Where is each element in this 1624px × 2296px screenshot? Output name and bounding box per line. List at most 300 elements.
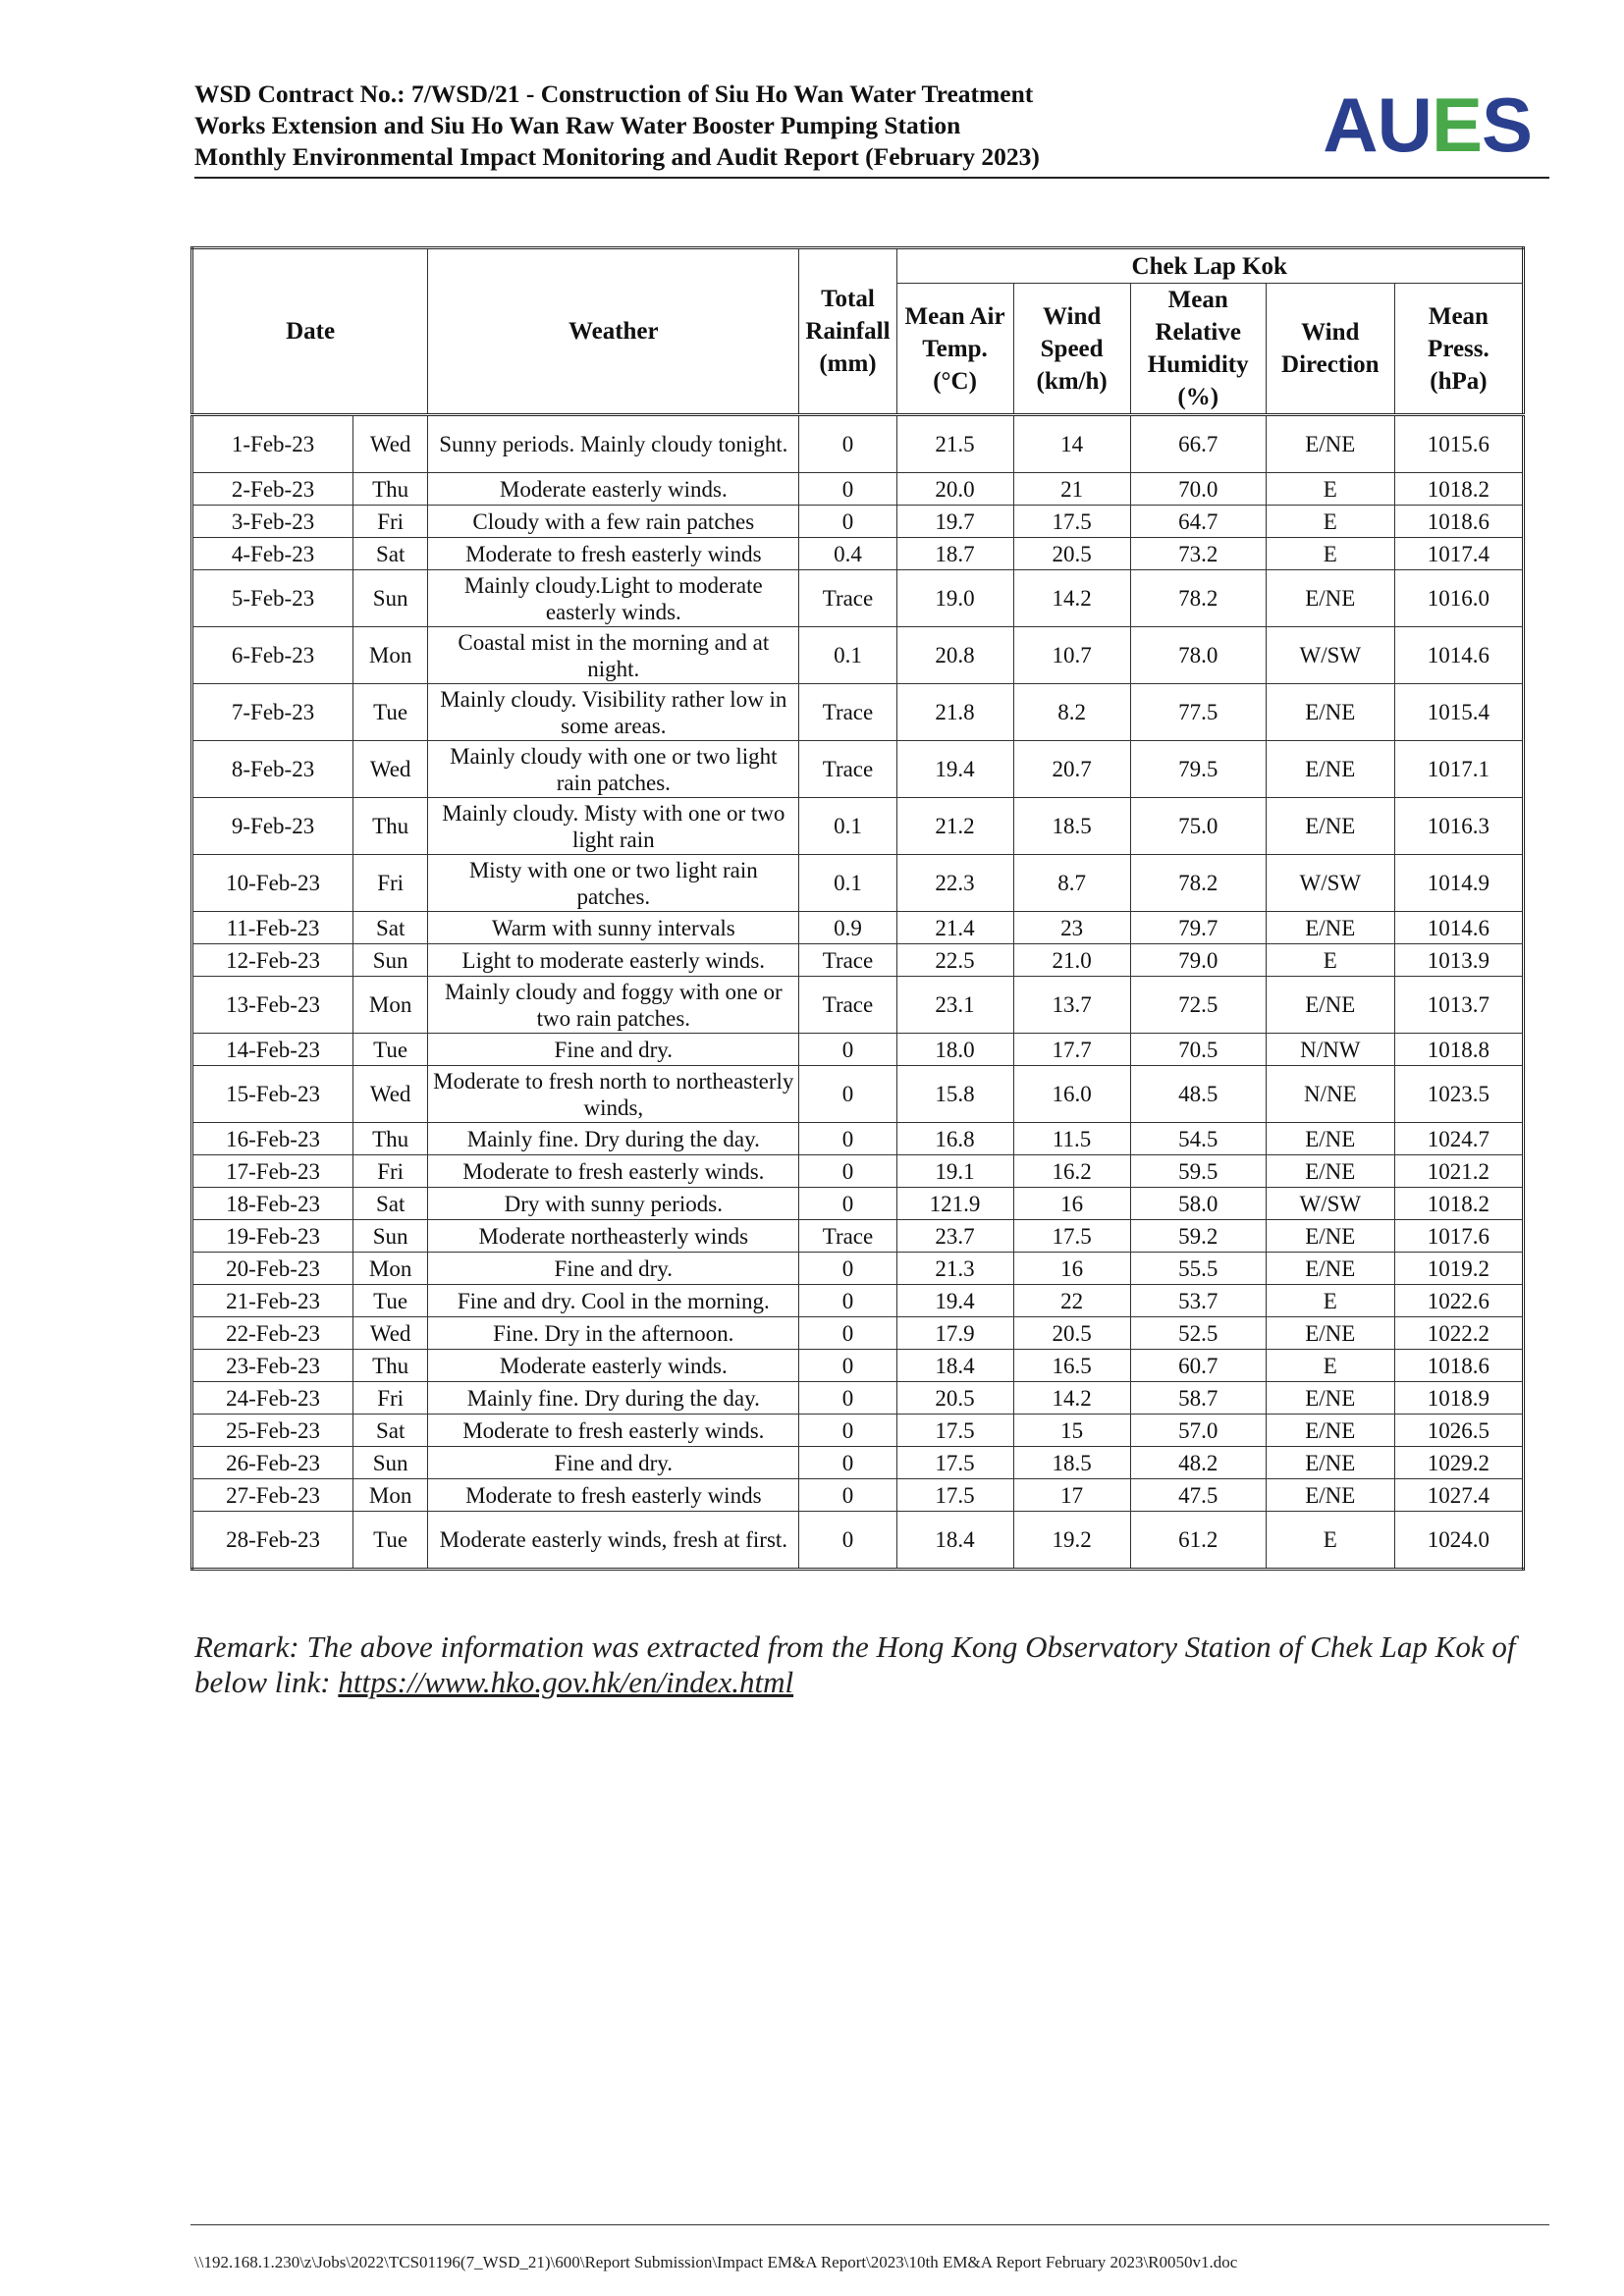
- aues-logo: [1323, 80, 1532, 169]
- weather-cell: Moderate to fresh easterly winds.: [428, 1155, 799, 1188]
- wind-direction-cell: E/NE: [1266, 415, 1394, 473]
- table-row: [192, 1350, 1524, 1382]
- table-row: [192, 1317, 1524, 1350]
- wind-direction-cell: E: [1266, 944, 1394, 977]
- weather-cell: Dry with sunny periods.: [428, 1188, 799, 1220]
- date-cell: 19-Feb-23: [192, 1220, 353, 1253]
- temp-cell: 17.9: [896, 1317, 1013, 1350]
- day-cell: Mon: [353, 627, 428, 684]
- wind-speed-cell: 14: [1013, 415, 1130, 473]
- temp-cell: 19.4: [896, 1285, 1013, 1317]
- wind-speed-cell: 17.7: [1013, 1034, 1130, 1066]
- weather-cell: Fine and dry.: [428, 1253, 799, 1285]
- temp-cell: 18.4: [896, 1350, 1013, 1382]
- date-cell: 23-Feb-23: [192, 1350, 353, 1382]
- temp-cell: 19.0: [896, 570, 1013, 627]
- humidity-cell: 77.5: [1130, 684, 1266, 741]
- pressure-cell: 1014.6: [1394, 912, 1523, 944]
- logo-letter: S: [1481, 81, 1532, 168]
- rainfall-cell: 0: [799, 1123, 896, 1155]
- rainfall-cell: 0: [799, 1285, 896, 1317]
- temp-cell: 19.1: [896, 1155, 1013, 1188]
- pressure-cell: 1026.5: [1394, 1415, 1523, 1447]
- wind-speed-cell: 14.2: [1013, 570, 1130, 627]
- temp-cell: 21.5: [896, 415, 1013, 473]
- wind-speed-cell: 21.0: [1013, 944, 1130, 977]
- day-cell: Sat: [353, 1188, 428, 1220]
- temp-cell: 121.9: [896, 1188, 1013, 1220]
- wind-speed-cell: 21: [1013, 473, 1130, 506]
- wind-direction-cell: E/NE: [1266, 741, 1394, 798]
- date-cell: 25-Feb-23: [192, 1415, 353, 1447]
- pressure-cell: 1029.2: [1394, 1447, 1523, 1479]
- wind-speed-cell: 16.5: [1013, 1350, 1130, 1382]
- temp-cell: 15.8: [896, 1066, 1013, 1123]
- temp-cell: 18.4: [896, 1512, 1013, 1570]
- pressure-cell: 1015.4: [1394, 684, 1523, 741]
- humidity-cell: 54.5: [1130, 1123, 1266, 1155]
- rainfall-cell: 0.9: [799, 912, 896, 944]
- date-cell: 8-Feb-23: [192, 741, 353, 798]
- temp-cell: 23.1: [896, 977, 1013, 1034]
- rainfall-cell: Trace: [799, 944, 896, 977]
- rainfall-cell: 0: [799, 1155, 896, 1188]
- pressure-cell: 1018.2: [1394, 1188, 1523, 1220]
- humidity-cell: 79.5: [1130, 741, 1266, 798]
- weather-cell: Mainly cloudy with one or two light rain patches.: [428, 741, 799, 798]
- rainfall-cell: 0: [799, 473, 896, 506]
- humidity-cell: 73.2: [1130, 538, 1266, 570]
- date-cell: 7-Feb-23: [192, 684, 353, 741]
- temp-cell: 23.7: [896, 1220, 1013, 1253]
- weather-cell: Mainly fine. Dry during the day.: [428, 1123, 799, 1155]
- pressure-cell: 1018.6: [1394, 506, 1523, 538]
- day-cell: Sun: [353, 1447, 428, 1479]
- column-header-rainfall: Total Rainfall (mm): [799, 248, 896, 415]
- table-row: [192, 1188, 1524, 1220]
- humidity-cell: 60.7: [1130, 1350, 1266, 1382]
- wind-speed-cell: 18.5: [1013, 798, 1130, 855]
- weather-cell: Coastal mist in the morning and at night.: [428, 627, 799, 684]
- column-header-humidity: Mean Relative Humidity (%): [1130, 284, 1266, 415]
- table-row: [192, 912, 1524, 944]
- day-cell: Thu: [353, 1123, 428, 1155]
- pressure-cell: 1014.9: [1394, 855, 1523, 912]
- day-cell: Fri: [353, 506, 428, 538]
- wind-direction-cell: E/NE: [1266, 1447, 1394, 1479]
- pressure-cell: 1016.0: [1394, 570, 1523, 627]
- wind-direction-cell: E/NE: [1266, 1155, 1394, 1188]
- wind-speed-cell: 16.0: [1013, 1066, 1130, 1123]
- pressure-cell: 1016.3: [1394, 798, 1523, 855]
- weather-cell: Warm with sunny intervals: [428, 912, 799, 944]
- table-row: [192, 741, 1524, 798]
- date-cell: 5-Feb-23: [192, 570, 353, 627]
- rainfall-cell: 0: [799, 1350, 896, 1382]
- date-cell: 6-Feb-23: [192, 627, 353, 684]
- temp-cell: 21.4: [896, 912, 1013, 944]
- pressure-cell: 1013.9: [1394, 944, 1523, 977]
- column-header-wind-direction: Wind Direction: [1266, 284, 1394, 415]
- day-cell: Mon: [353, 1253, 428, 1285]
- humidity-cell: 61.2: [1130, 1512, 1266, 1570]
- wind-speed-cell: 16: [1013, 1188, 1130, 1220]
- rainfall-cell: 0: [799, 1382, 896, 1415]
- table-row: [192, 1123, 1524, 1155]
- wind-direction-cell: E: [1266, 1512, 1394, 1570]
- date-cell: 22-Feb-23: [192, 1317, 353, 1350]
- header-divider: [194, 177, 1549, 179]
- rainfall-cell: 0.4: [799, 538, 896, 570]
- table-row: [192, 1382, 1524, 1415]
- date-cell: 12-Feb-23: [192, 944, 353, 977]
- table-row: [192, 1220, 1524, 1253]
- day-cell: Fri: [353, 1382, 428, 1415]
- pressure-cell: 1019.2: [1394, 1253, 1523, 1285]
- temp-cell: 21.3: [896, 1253, 1013, 1285]
- pressure-cell: 1013.7: [1394, 977, 1523, 1034]
- temp-cell: 20.8: [896, 627, 1013, 684]
- wind-speed-cell: 17.5: [1013, 1220, 1130, 1253]
- wind-direction-cell: E: [1266, 538, 1394, 570]
- weather-cell: Moderate northeasterly winds: [428, 1220, 799, 1253]
- rainfall-cell: Trace: [799, 570, 896, 627]
- wind-direction-cell: E: [1266, 1350, 1394, 1382]
- table-body: [192, 415, 1524, 1570]
- day-cell: Sun: [353, 944, 428, 977]
- rainfall-cell: Trace: [799, 1220, 896, 1253]
- date-cell: 10-Feb-23: [192, 855, 353, 912]
- weather-cell: Fine and dry. Cool in the morning.: [428, 1285, 799, 1317]
- pressure-cell: 1015.6: [1394, 415, 1523, 473]
- wind-speed-cell: 8.7: [1013, 855, 1130, 912]
- wind-direction-cell: E/NE: [1266, 570, 1394, 627]
- table-row: [192, 538, 1524, 570]
- rainfall-cell: 0.1: [799, 855, 896, 912]
- pressure-cell: 1017.4: [1394, 538, 1523, 570]
- report-title: WSD Contract No.: 7/WSD/21 - Construction of Siu Ho Wan Water Treatment Works Extension and Siu Ho Wan Raw Water Booster Pumping Station Monthly Environmental Impact Monitoring and Audit Report (February 2023): [194, 80, 1040, 171]
- day-cell: Thu: [353, 1350, 428, 1382]
- table-row: [192, 506, 1524, 538]
- humidity-cell: 55.5: [1130, 1253, 1266, 1285]
- date-cell: 28-Feb-23: [192, 1512, 353, 1570]
- day-cell: Wed: [353, 1066, 428, 1123]
- wind-speed-cell: 18.5: [1013, 1447, 1130, 1479]
- temp-cell: 16.8: [896, 1123, 1013, 1155]
- day-cell: Fri: [353, 855, 428, 912]
- date-cell: 11-Feb-23: [192, 912, 353, 944]
- day-cell: Tue: [353, 1512, 428, 1570]
- wind-direction-cell: E/NE: [1266, 1220, 1394, 1253]
- temp-cell: 21.8: [896, 684, 1013, 741]
- day-cell: Thu: [353, 473, 428, 506]
- rainfall-cell: 0: [799, 1034, 896, 1066]
- wind-speed-cell: 8.2: [1013, 684, 1130, 741]
- rainfall-cell: Trace: [799, 741, 896, 798]
- logo-letter: A: [1323, 81, 1378, 168]
- remark-text: Remark: The above information was extracted from the Hong Kong Observatory Station of Chek Lap Kok of below link:: [194, 1629, 1516, 1699]
- humidity-cell: 53.7: [1130, 1285, 1266, 1317]
- table-row: [192, 415, 1524, 473]
- rainfall-cell: 0.1: [799, 627, 896, 684]
- day-cell: Sat: [353, 1415, 428, 1447]
- date-cell: 4-Feb-23: [192, 538, 353, 570]
- day-cell: Tue: [353, 684, 428, 741]
- weather-cell: Moderate easterly winds.: [428, 473, 799, 506]
- humidity-cell: 70.5: [1130, 1034, 1266, 1066]
- table-row: [192, 855, 1524, 912]
- table-row: [192, 977, 1524, 1034]
- table-row: [192, 473, 1524, 506]
- wind-speed-cell: 11.5: [1013, 1123, 1130, 1155]
- wind-direction-cell: E: [1266, 506, 1394, 538]
- wind-speed-cell: 13.7: [1013, 977, 1130, 1034]
- wind-direction-cell: E/NE: [1266, 977, 1394, 1034]
- logo-letter: U: [1377, 81, 1432, 168]
- weather-cell: Cloudy with a few rain patches: [428, 506, 799, 538]
- rainfall-cell: 0: [799, 506, 896, 538]
- wind-speed-cell: 19.2: [1013, 1512, 1130, 1570]
- weather-cell: Moderate easterly winds.: [428, 1350, 799, 1382]
- remark-note: [194, 1629, 1569, 1700]
- temp-cell: 20.5: [896, 1382, 1013, 1415]
- weather-cell: Mainly cloudy and foggy with one or two rain patches.: [428, 977, 799, 1034]
- weather-cell: Mainly fine. Dry during the day.: [428, 1382, 799, 1415]
- rainfall-cell: 0: [799, 1317, 896, 1350]
- pressure-cell: 1017.1: [1394, 741, 1523, 798]
- day-cell: Tue: [353, 1034, 428, 1066]
- humidity-cell: 78.0: [1130, 627, 1266, 684]
- day-cell: Thu: [353, 798, 428, 855]
- humidity-cell: 58.0: [1130, 1188, 1266, 1220]
- table-row: [192, 1034, 1524, 1066]
- wind-direction-cell: E/NE: [1266, 798, 1394, 855]
- rainfall-cell: 0.1: [799, 798, 896, 855]
- humidity-cell: 64.7: [1130, 506, 1266, 538]
- wind-direction-cell: E/NE: [1266, 912, 1394, 944]
- temp-cell: 19.7: [896, 506, 1013, 538]
- date-cell: 26-Feb-23: [192, 1447, 353, 1479]
- weather-cell: Light to moderate easterly winds.: [428, 944, 799, 977]
- date-cell: 21-Feb-23: [192, 1285, 353, 1317]
- day-cell: Mon: [353, 1479, 428, 1512]
- temp-cell: 18.0: [896, 1034, 1013, 1066]
- wind-speed-cell: 17: [1013, 1479, 1130, 1512]
- column-header-pressure: Mean Press. (hPa): [1394, 284, 1523, 415]
- pressure-cell: 1023.5: [1394, 1066, 1523, 1123]
- wind-speed-cell: 22: [1013, 1285, 1130, 1317]
- temp-cell: 22.3: [896, 855, 1013, 912]
- day-cell: Mon: [353, 977, 428, 1034]
- column-header-weather: Weather: [428, 248, 799, 415]
- table-row: [192, 627, 1524, 684]
- day-cell: Sun: [353, 1220, 428, 1253]
- humidity-cell: 78.2: [1130, 855, 1266, 912]
- wind-speed-cell: 17.5: [1013, 506, 1130, 538]
- date-cell: 24-Feb-23: [192, 1382, 353, 1415]
- humidity-cell: 79.7: [1130, 912, 1266, 944]
- page-header: [194, 79, 1549, 173]
- table-row: [192, 1253, 1524, 1285]
- pressure-cell: 1022.2: [1394, 1317, 1523, 1350]
- rainfall-cell: 0: [799, 1415, 896, 1447]
- wind-speed-cell: 15: [1013, 1415, 1130, 1447]
- temp-cell: 19.4: [896, 741, 1013, 798]
- rainfall-cell: Trace: [799, 684, 896, 741]
- pressure-cell: 1018.2: [1394, 473, 1523, 506]
- footer-divider: [190, 2224, 1549, 2225]
- date-cell: 14-Feb-23: [192, 1034, 353, 1066]
- wind-speed-cell: 20.5: [1013, 1317, 1130, 1350]
- rainfall-cell: 0: [799, 1447, 896, 1479]
- table-row: [192, 1512, 1524, 1570]
- day-cell: Sat: [353, 538, 428, 570]
- table-row: [192, 798, 1524, 855]
- wind-direction-cell: E/NE: [1266, 1253, 1394, 1285]
- wind-speed-cell: 16.2: [1013, 1155, 1130, 1188]
- table-row: [192, 570, 1524, 627]
- weather-cell: Moderate to fresh easterly winds: [428, 538, 799, 570]
- humidity-cell: 48.2: [1130, 1447, 1266, 1479]
- temp-cell: 17.5: [896, 1479, 1013, 1512]
- date-cell: 9-Feb-23: [192, 798, 353, 855]
- pressure-cell: 1022.6: [1394, 1285, 1523, 1317]
- wind-speed-cell: 20.5: [1013, 538, 1130, 570]
- day-cell: Wed: [353, 415, 428, 473]
- humidity-cell: 78.2: [1130, 570, 1266, 627]
- wind-direction-cell: N/NE: [1266, 1066, 1394, 1123]
- pressure-cell: 1024.0: [1394, 1512, 1523, 1570]
- humidity-cell: 70.0: [1130, 473, 1266, 506]
- pressure-cell: 1017.6: [1394, 1220, 1523, 1253]
- weather-cell: Fine. Dry in the afternoon.: [428, 1317, 799, 1350]
- date-cell: 27-Feb-23: [192, 1479, 353, 1512]
- wind-direction-cell: W/SW: [1266, 627, 1394, 684]
- date-cell: 2-Feb-23: [192, 473, 353, 506]
- wind-direction-cell: E: [1266, 1285, 1394, 1317]
- date-cell: 20-Feb-23: [192, 1253, 353, 1285]
- weather-cell: Mainly cloudy.Light to moderate easterly winds.: [428, 570, 799, 627]
- rainfall-cell: 0: [799, 1066, 896, 1123]
- wind-speed-cell: 23: [1013, 912, 1130, 944]
- date-cell: 16-Feb-23: [192, 1123, 353, 1155]
- humidity-cell: 58.7: [1130, 1382, 1266, 1415]
- column-header-date: Date: [192, 248, 428, 415]
- table-row: [192, 1155, 1524, 1188]
- rainfall-cell: 0: [799, 1188, 896, 1220]
- temp-cell: 21.2: [896, 798, 1013, 855]
- station-header: Chek Lap Kok: [896, 248, 1524, 284]
- day-cell: Tue: [353, 1285, 428, 1317]
- temp-cell: 22.5: [896, 944, 1013, 977]
- table-row: [192, 944, 1524, 977]
- rainfall-cell: Trace: [799, 977, 896, 1034]
- temp-cell: 18.7: [896, 538, 1013, 570]
- weather-cell: Moderate easterly winds, fresh at first.: [428, 1512, 799, 1570]
- humidity-cell: 57.0: [1130, 1415, 1266, 1447]
- humidity-cell: 52.5: [1130, 1317, 1266, 1350]
- wind-direction-cell: E/NE: [1266, 1123, 1394, 1155]
- wind-speed-cell: 10.7: [1013, 627, 1130, 684]
- logo-letter: E: [1431, 81, 1482, 168]
- pressure-cell: 1024.7: [1394, 1123, 1523, 1155]
- rainfall-cell: 0: [799, 1479, 896, 1512]
- weather-cell: Mainly cloudy. Visibility rather low in some areas.: [428, 684, 799, 741]
- date-cell: 3-Feb-23: [192, 506, 353, 538]
- humidity-cell: 79.0: [1130, 944, 1266, 977]
- weather-table: [190, 246, 1525, 1571]
- table-row: [192, 1479, 1524, 1512]
- wind-speed-cell: 16: [1013, 1253, 1130, 1285]
- temp-cell: 17.5: [896, 1447, 1013, 1479]
- weather-cell: Sunny periods. Mainly cloudy tonight.: [428, 415, 799, 473]
- humidity-cell: 72.5: [1130, 977, 1266, 1034]
- table-row: [192, 1415, 1524, 1447]
- pressure-cell: 1018.9: [1394, 1382, 1523, 1415]
- day-cell: Sun: [353, 570, 428, 627]
- column-header-wind-speed: Wind Speed (km/h): [1013, 284, 1130, 415]
- rainfall-cell: 0: [799, 1253, 896, 1285]
- rainfall-cell: 0: [799, 415, 896, 473]
- wind-direction-cell: E: [1266, 473, 1394, 506]
- pressure-cell: 1018.6: [1394, 1350, 1523, 1382]
- humidity-cell: 48.5: [1130, 1066, 1266, 1123]
- date-cell: 1-Feb-23: [192, 415, 353, 473]
- date-cell: 17-Feb-23: [192, 1155, 353, 1188]
- column-header-temp: Mean Air Temp. (°C): [896, 284, 1013, 415]
- date-cell: 18-Feb-23: [192, 1188, 353, 1220]
- table-row: [192, 684, 1524, 741]
- table-row: [192, 1285, 1524, 1317]
- weather-cell: Misty with one or two light rain patches.: [428, 855, 799, 912]
- day-cell: Wed: [353, 741, 428, 798]
- weather-cell: Fine and dry.: [428, 1447, 799, 1479]
- file-path-footer: \\192.168.1.230\z\Jobs\2022\TCS01196(7_WSD_21)\600\Report Submission\Impact EM&A Report\2023\10th EM&A Report February 2023\R0050v1.doc: [194, 2253, 1238, 2271]
- weather-cell: Moderate to fresh north to northeasterly winds,: [428, 1066, 799, 1123]
- weather-cell: Moderate to fresh easterly winds.: [428, 1415, 799, 1447]
- wind-speed-cell: 20.7: [1013, 741, 1130, 798]
- weather-cell: Fine and dry.: [428, 1034, 799, 1066]
- weather-cell: Moderate to fresh easterly winds: [428, 1479, 799, 1512]
- humidity-cell: 75.0: [1130, 798, 1266, 855]
- date-cell: 15-Feb-23: [192, 1066, 353, 1123]
- day-cell: Wed: [353, 1317, 428, 1350]
- humidity-cell: 59.5: [1130, 1155, 1266, 1188]
- pressure-cell: 1021.2: [1394, 1155, 1523, 1188]
- wind-direction-cell: N/NW: [1266, 1034, 1394, 1066]
- humidity-cell: 59.2: [1130, 1220, 1266, 1253]
- wind-direction-cell: W/SW: [1266, 855, 1394, 912]
- table-row: [192, 1066, 1524, 1123]
- hko-link[interactable]: https://www.hko.gov.hk/en/index.html: [338, 1665, 794, 1699]
- date-cell: 13-Feb-23: [192, 977, 353, 1034]
- weather-cell: Mainly cloudy. Misty with one or two light rain: [428, 798, 799, 855]
- day-cell: Sat: [353, 912, 428, 944]
- humidity-cell: 47.5: [1130, 1479, 1266, 1512]
- pressure-cell: 1018.8: [1394, 1034, 1523, 1066]
- humidity-cell: 66.7: [1130, 415, 1266, 473]
- wind-direction-cell: E/NE: [1266, 1317, 1394, 1350]
- wind-direction-cell: E/NE: [1266, 684, 1394, 741]
- rainfall-cell: 0: [799, 1512, 896, 1570]
- pressure-cell: 1027.4: [1394, 1479, 1523, 1512]
- wind-speed-cell: 14.2: [1013, 1382, 1130, 1415]
- wind-direction-cell: E/NE: [1266, 1479, 1394, 1512]
- day-cell: Fri: [353, 1155, 428, 1188]
- wind-direction-cell: E/NE: [1266, 1415, 1394, 1447]
- pressure-cell: 1014.6: [1394, 627, 1523, 684]
- wind-direction-cell: E/NE: [1266, 1382, 1394, 1415]
